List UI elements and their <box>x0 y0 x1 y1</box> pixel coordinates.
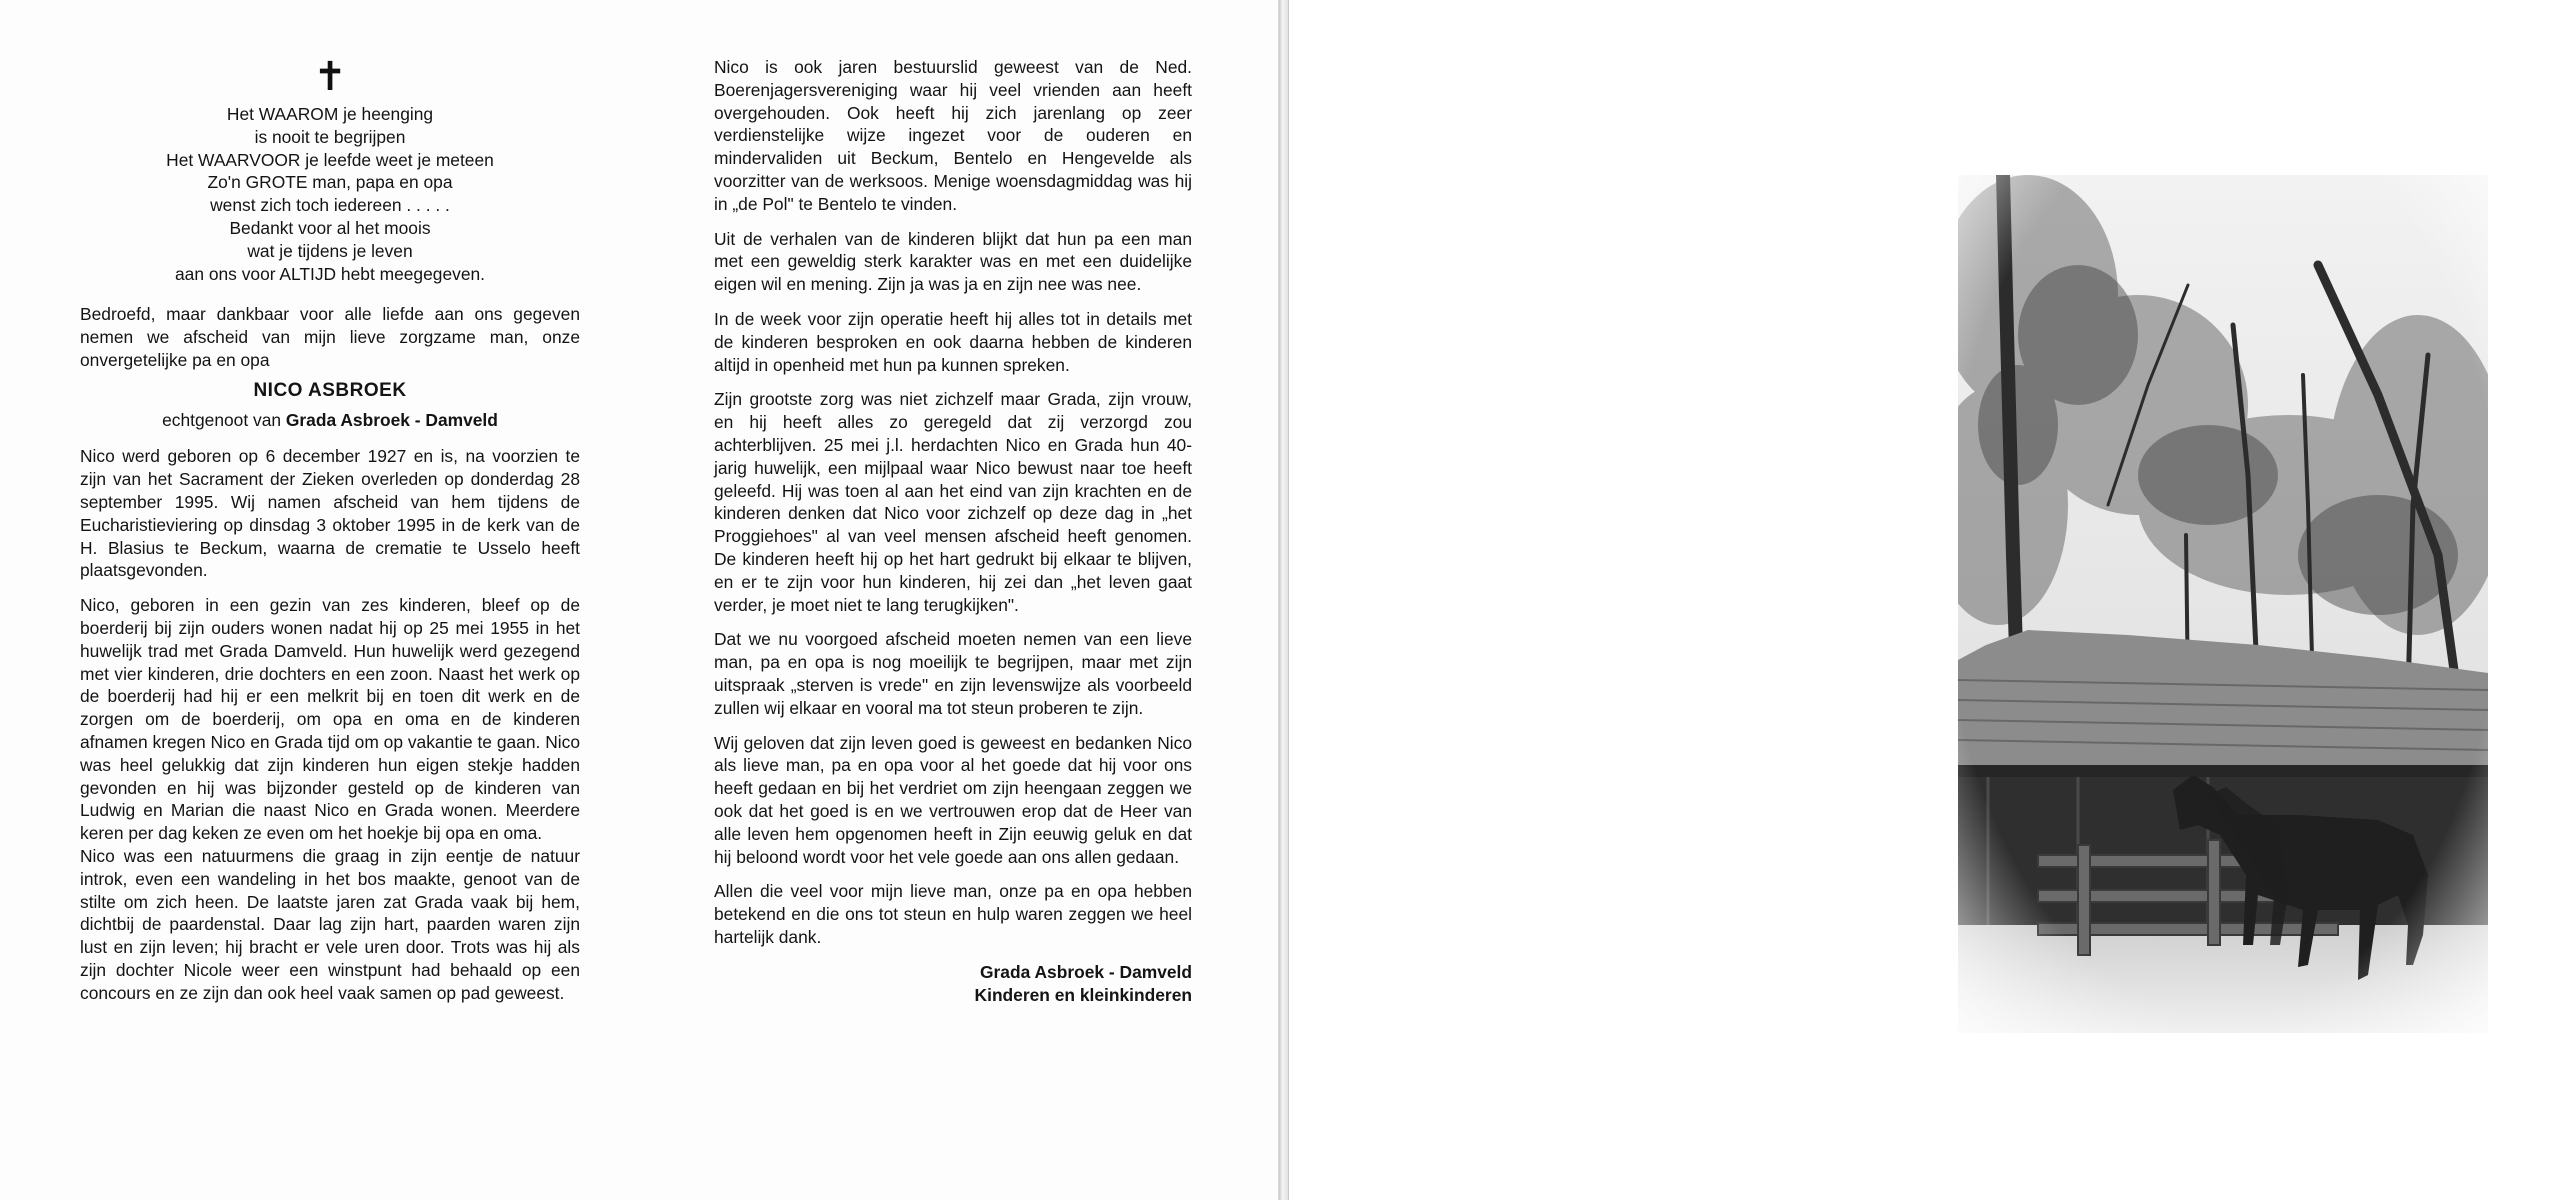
paragraph: Nico was een natuurmens die graag in zijn eentje de natuur introk, even een wandeling in het bos maakte, genoot van de stilte om zich heen. De laatste jaren zat Grada vaak bij hem, dichtbij de paardenstal. Daar lag zijn hart, paarden waren zijn lust en zijn leven; hij bracht er vele uren door. Trots was hij als zijn dochter Nicole weer een winstpunt had behaald op een concours en ze zijn dan ook heel vaak samen op pad geweest. <box>80 845 580 1003</box>
paragraph: Dat we nu voorgoed afscheid moeten nemen van een lieve man, pa en opa is nog moeilijk te begrijpen, maar met zijn uitspraak „sterven is vrede" en zijn levenswijze als voorbeeld zullen wij elkaar en vooral ma tot steun proberen te zijn. <box>714 629 1192 718</box>
paragraph: In de week voor zijn operatie heeft hij alles tot in details met de kinderen besproken en ook daarna hebben de kinderen altijd in openheid met hun pa kunnen spreken. <box>714 308 1192 375</box>
poem-line: wenst zich toch iedereen . . . . . <box>210 195 450 216</box>
right-text-column <box>714 56 1192 1007</box>
left-text-column <box>80 55 580 1016</box>
paragraph: Nico werd geboren op 6 december 1927 en is, na voorzien te zijn van het Sacrament der Zieken overleden op donderdag 28 september 1995. Wij namen afscheid van hem tijdens de Eucharistieviering op dinsdag 3 oktober 1995 in de kerk van de H. Blasius te Beckum, waarna de crematie te Usselo heeft plaatsgevonden. <box>80 446 580 581</box>
paragraph: Allen die veel voor mijn lieve man, onze pa en opa hebben betekend en die ons tot steun en hulp waren zeggen we heel hartelijk dank. <box>714 881 1192 947</box>
poem-line: Zo'n GROTE man, papa en opa <box>207 172 453 193</box>
card-inner-spread <box>0 0 1279 1200</box>
signature <box>714 961 1192 1007</box>
poem-line: wat je tijdens je leven <box>247 240 413 261</box>
card-fold <box>1279 0 1288 1200</box>
poem-line: Het WAARVOOR je leefde weet je meteen <box>166 149 494 170</box>
poem-line: Bedankt voor al het moois <box>229 217 431 238</box>
paragraph: Nico, geboren in een gezin van zes kinderen, bleef op de boerderij bij zijn ouders wonen nadat hij op 25 mei 1955 in het huwelijk trad met Grada Damveld. Hun huwelijk werd gezegend met vier kinderen, drie dochters en een zoon. Naast het werk op de boerderij had hij er een melkrit bij en toen dit werk en de zorgen om de boerderij, om opa en oma en de kinderen afnamen kregen Nico en Grada tijd om op vakantie te gaan. Nico was heel gelukkig dat zijn kinderen hun eigen stekje hadden gevonden en hij was bijzonder gesteld op de kinderen van Ludwig en Marian die naast Nico en Grada wonen. Meerdere keren per dag keken ze even om het hoekje bij opa en oma. <box>80 595 580 844</box>
paragraph: Wij geloven dat zijn leven goed is geweest en bedanken Nico als lieve man, pa en opa voor al het goede dat hij voor ons heeft gedaan en bij het verdriet om zijn heengaan zeggen we ook dat het goed is en we vertrouwen erop dat de Heer van alle leven hem opgenomen heeft in Zijn eeuwig geluk en dat hij beloond wordt voor het vele goede aan ons allen gedaan. <box>714 732 1192 867</box>
paragraph: Zijn grootste zorg was niet zichzelf maar Grada, zijn vrouw, en hij heeft alles zo geregeld dat zij verzorgd zou achterblijven. 25 mei j.l. herdachten Nico en Grada hun 40-jarig huwelijk, een mijlpaal waar Nico bewust naar toe heeft geleefd. Hij was toen al aan het eind van zijn krachten en de kinderen denken dat Nico voor zichzelf op deze dag in „het Proggiehoes" al van veel mensen afscheid heeft genomen. De kinderen heeft hij op het hart gedrukt bij elkaar te blijven, en er te zijn voor hun kinderen, hij zei dan „het leven gaat verder, je moet niet te lang terugkijken". <box>714 389 1192 615</box>
signature-line: Kinderen en kleinkinderen <box>974 984 1192 1005</box>
horse-stable-photo <box>1958 175 2488 1033</box>
deceased-name: NICO ASBROEK <box>253 379 407 401</box>
spouse-prefix: echtgenoot van <box>162 409 282 430</box>
paragraph: Uit de verhalen van de kinderen blijkt dat hun pa een man met een geweldig sterk karakter was en met een duidelijke eigen wil en mening. Zijn ja was ja en zijn nee was nee. <box>714 228 1192 295</box>
poem-line: Het WAAROM je heenging <box>226 104 434 124</box>
spouse-line <box>80 409 580 432</box>
poem <box>80 103 580 285</box>
cross-icon: ✝ <box>313 54 347 100</box>
poem-line: is nooit te begrijpen <box>254 126 406 147</box>
photo-illustration <box>1958 175 2488 1033</box>
signature-line: Grada Asbroek - Damveld <box>980 961 1192 982</box>
poem-line: aan ons voor ALTIJD hebt meegegeven. <box>174 263 485 284</box>
spouse-name: Grada Asbroek - Damveld <box>285 409 498 430</box>
intro-text: Bedroefd, maar dankbaar voor alle liefde aan ons gegeven nemen we afscheid van mijn lieve zorgzame man, onze onvergetelijke pa en opa <box>80 304 580 370</box>
paragraph: Nico is ook jaren bestuurslid geweest van de Ned. Boerenjagersvereniging waar hij veel vrienden aan heeft overgehouden. Ook heeft hij zich jarenlang op zeer verdienstelijke wijze ingezet voor de ouderen en mindervaliden uit Beckum, Bentelo en Hengevelde als voorzitter van de werksoos. Menige woensdagmiddag was hij in „de Pol" te Bentelo te vinden. <box>714 57 1192 214</box>
